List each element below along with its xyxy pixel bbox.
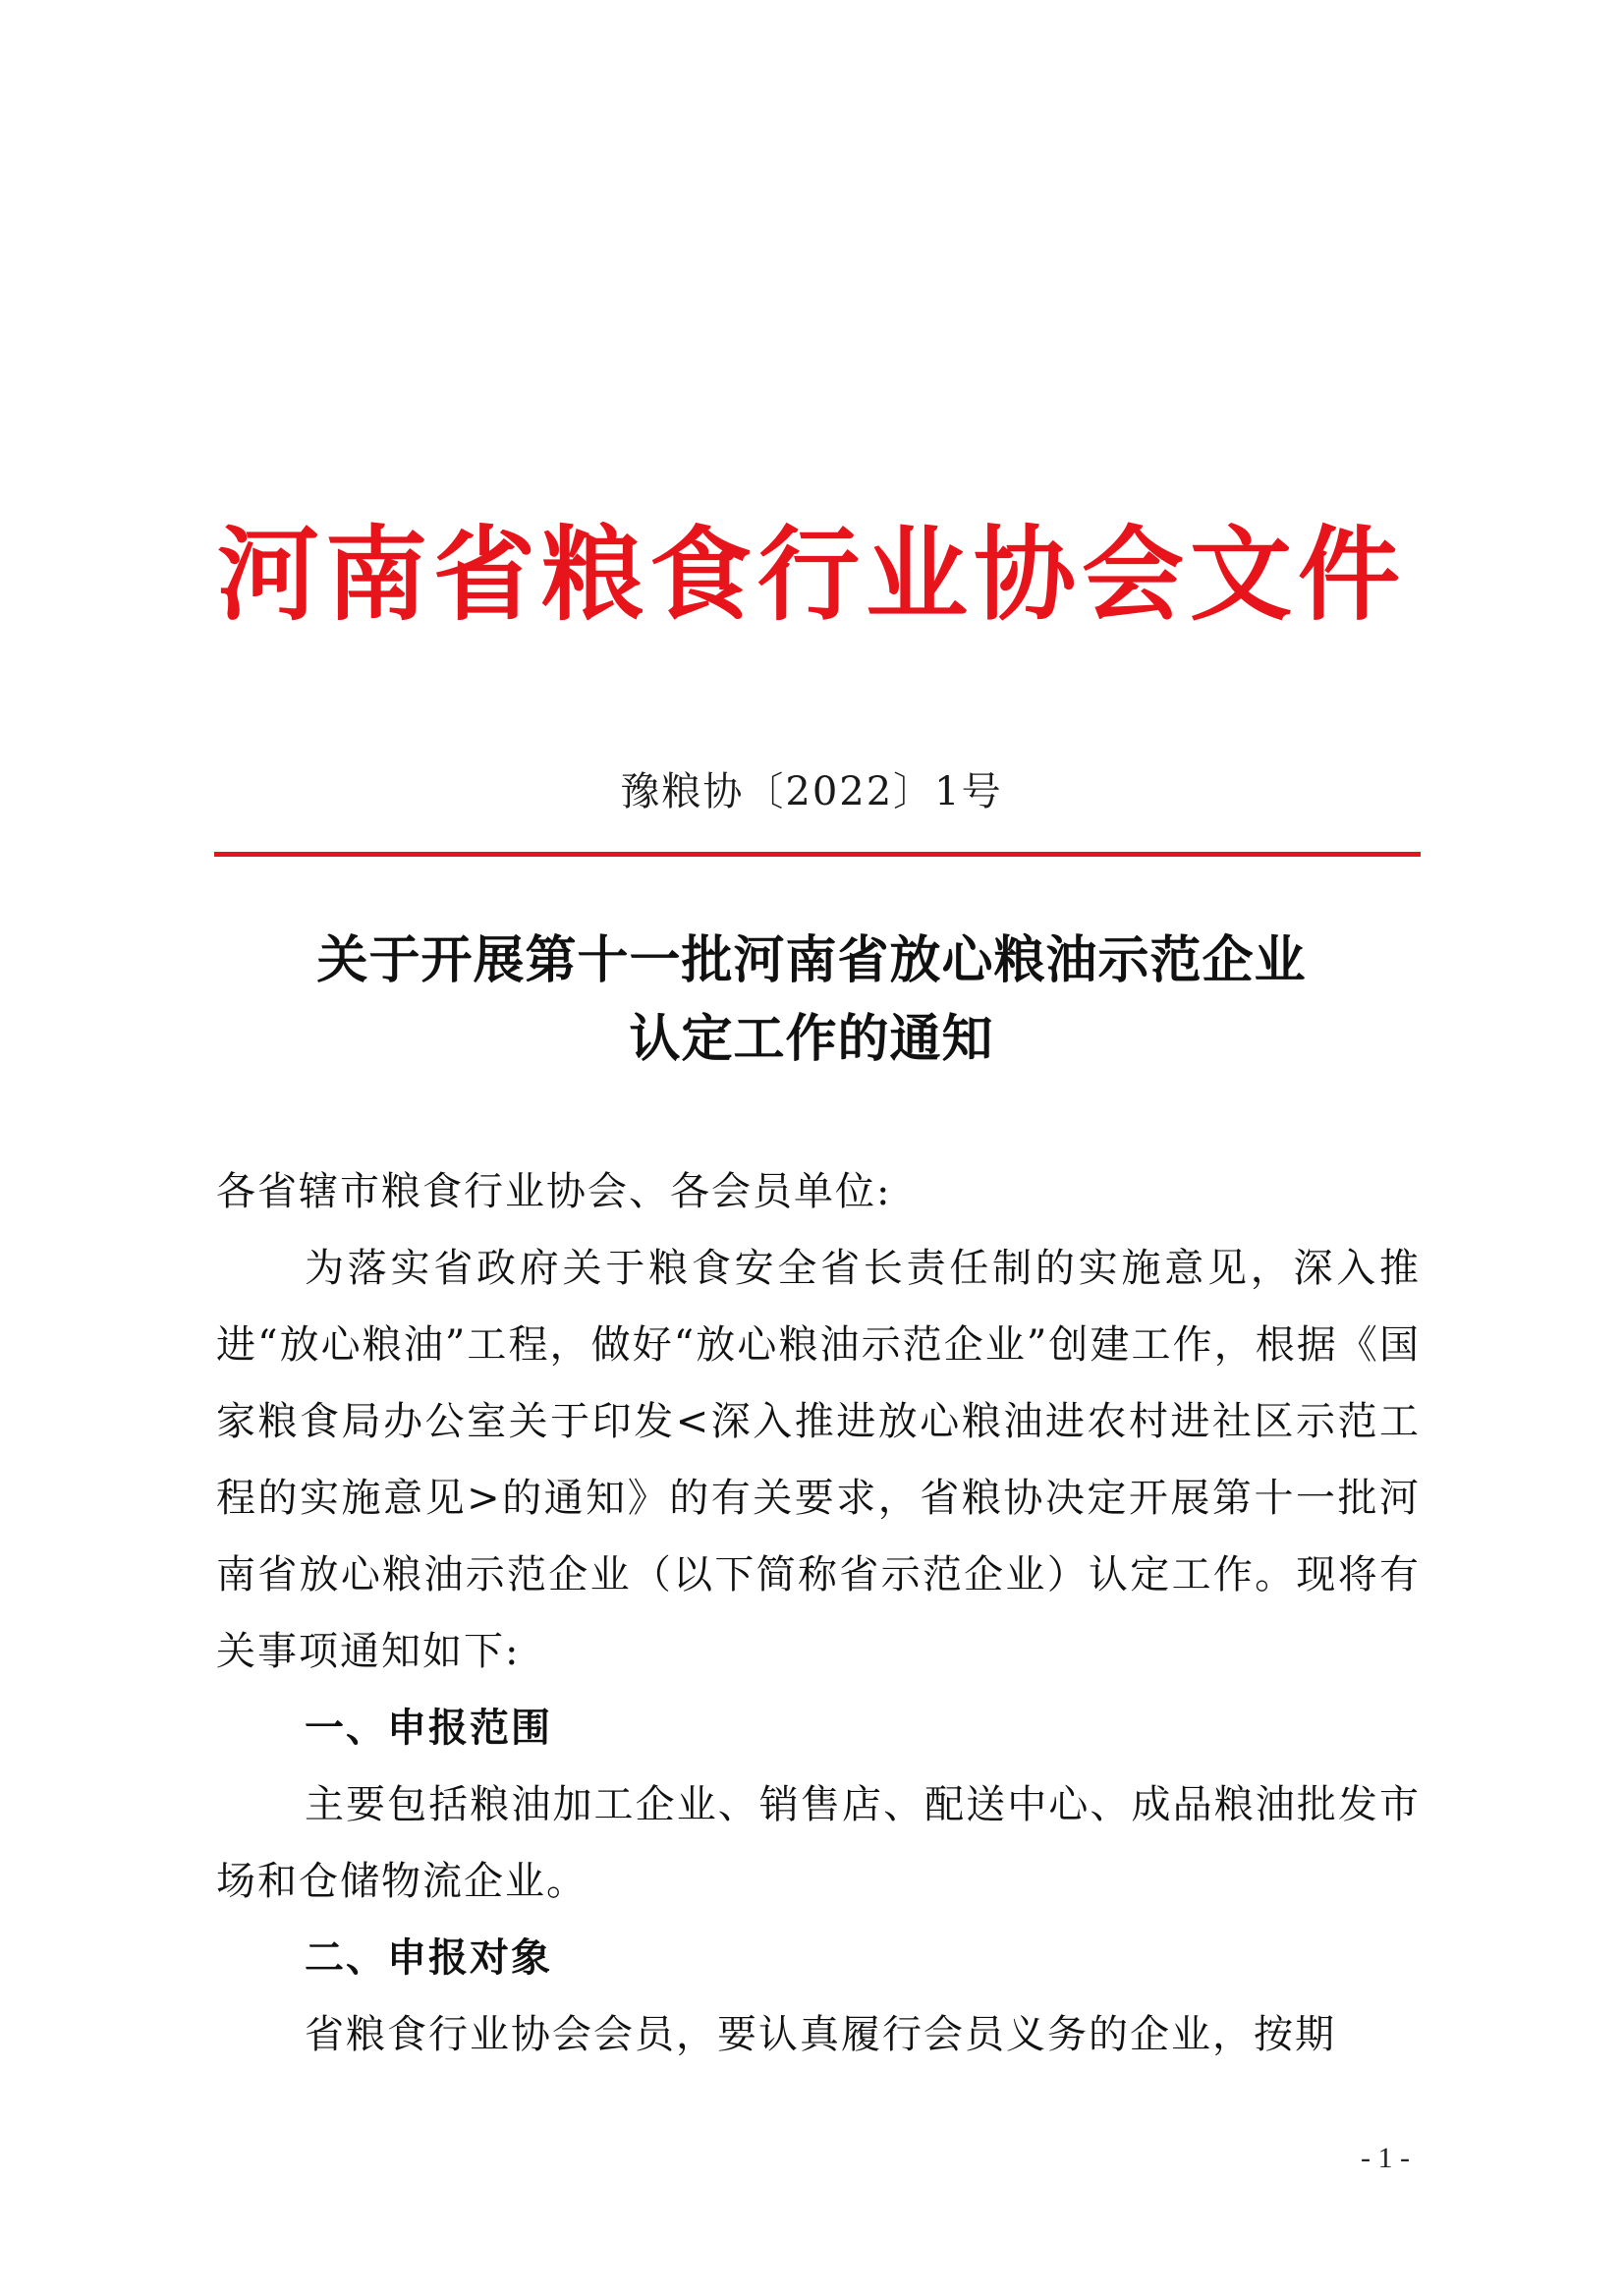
salutation: 各省辖市粮食行业协会、各会员单位: — [216, 1169, 892, 1214]
section-heading-applicants: 二、申报对象 — [305, 1935, 552, 1981]
notice-title-line-2: 认定工作的通知 — [629, 1009, 994, 1069]
document-number: 豫粮协〔2022〕1号 — [620, 769, 1003, 814]
notice-title — [0, 922, 1623, 1079]
red-divider-line — [214, 852, 1421, 857]
section-applicants-paragraph: 省粮食行业协会会员，要认真履行会员义务的企业，按期 — [305, 2012, 1336, 2057]
document-header-title: 河南省粮食行业协会文件 — [216, 515, 1406, 635]
intro-paragraph: 为落实省政府关于粮食安全省长责任制的实施意见，深入推进“放心粮油”工程，做好“放心粮油示范企业”创建工作，根据《国家粮食局办公室关于印发<深入推进放心粮油进农村进社区示范工程的实施意见>的通知》的有关要求，省粮协决定开展第十一批河南省放心粮油示范企业（以下简称省示范企业）认定工作。现将有关事项通知如下: — [216, 1246, 1421, 1674]
document-body — [216, 1153, 1421, 2073]
section-heading-scope: 一、申报范围 — [305, 1706, 552, 1751]
section-scope-paragraph: 主要包括粮油加工企业、销售店、配送中心、成品粮油批发市场和仓储物流企业。 — [216, 1782, 1421, 1904]
notice-title-line-1: 关于开展第十一批河南省放心粮油示范企业 — [316, 930, 1307, 990]
page-number: - 1 - — [1361, 2142, 1410, 2174]
